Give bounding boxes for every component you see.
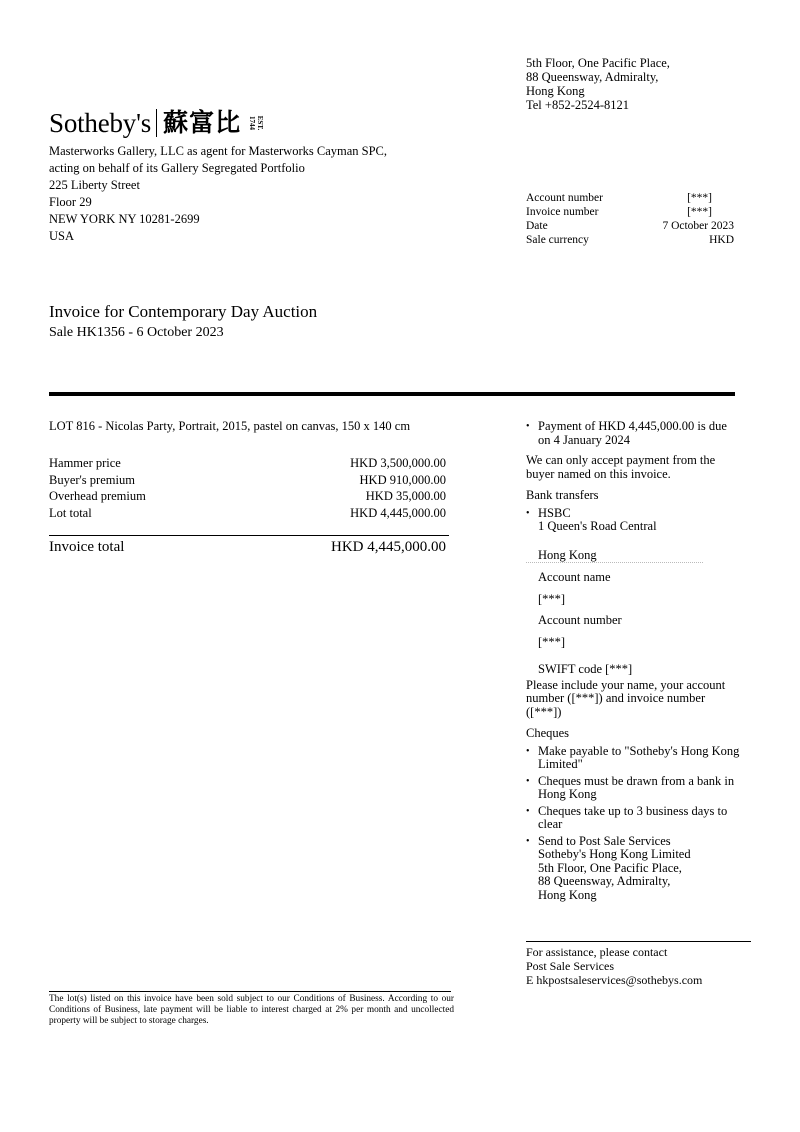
cheque-text: Cheques take up to 3 business days to clear	[538, 803, 728, 831]
charge-value: HKD 35,000.00	[365, 489, 446, 504]
cheque-text: Cheques must be drawn from a bank in Hong Kong	[538, 773, 735, 801]
payment-due-text: Payment of HKD 4,445,000.00 is due on 4 January 2024	[538, 419, 727, 447]
assistance-divider	[526, 941, 751, 942]
sale-currency-label: Sale currency	[526, 234, 589, 246]
seller-address-line3: Hong Kong	[526, 84, 585, 98]
conditions-footer: The lot(s) listed on this invoice have been sold subject to our Conditions of Business. According to our Conditions of Business, late payment will be liable to interest charged at 2% per month and uncollected property will be subject to storage charges.	[49, 994, 454, 1026]
invoice-total-value: HKD 4,445,000.00	[331, 539, 446, 555]
charge-label: Overhead premium	[49, 489, 146, 504]
account-details	[526, 191, 734, 247]
account-name-value: [***]	[538, 591, 566, 606]
account-number-label: Account number	[526, 192, 603, 204]
invoice-total	[49, 538, 446, 556]
assistance-line1: For assistance, please contact	[526, 945, 668, 959]
charge-label: Buyer's premium	[49, 472, 135, 487]
invoice-title: Invoice for Contemporary Day Auction	[49, 302, 318, 321]
send-to-line: 88 Queensway, Admiralty,	[538, 874, 671, 888]
footer-divider	[49, 991, 451, 992]
lot-title: LOT 816 - Nicolas Party, Portrait, 2015, pastel on canvas, 150 x 140 cm	[49, 419, 411, 433]
payment-instructions	[526, 420, 741, 905]
logo-divider	[156, 109, 157, 137]
bullet-icon: •	[526, 775, 530, 787]
assistance-email[interactable]: E hkpostsaleservices@sothebys.com	[526, 973, 703, 987]
cheques-heading: Cheques	[526, 726, 570, 740]
bank-transfers-heading: Bank transfers	[526, 488, 599, 502]
charge-value: HKD 910,000.00	[359, 472, 446, 487]
account-number-label-right: Account number	[538, 613, 622, 627]
sale-subtitle: Sale HK1356 - 6 October 2023	[49, 325, 224, 340]
buyer-address	[49, 143, 387, 245]
bullet-icon: •	[526, 835, 530, 847]
account-number-value-right: [***]	[538, 634, 566, 649]
assistance-line2: Post Sale Services	[526, 959, 614, 973]
account-number-row	[526, 191, 734, 205]
invoice-total-label: Invoice total	[49, 539, 125, 555]
seller-address-line1: 5th Floor, One Pacific Place,	[526, 56, 670, 70]
charge-row	[49, 488, 446, 505]
include-note: Please include your name, your account number ([***]) and invoice number ([***])	[526, 677, 726, 719]
assistance-block	[526, 945, 702, 987]
total-divider	[49, 535, 449, 536]
bullet-icon: •	[526, 745, 530, 757]
logo-chinese: 蘇富比	[163, 108, 242, 137]
payment-due-item	[526, 420, 741, 447]
seller-address	[526, 56, 670, 112]
bank-name: HSBC	[538, 505, 571, 520]
charge-label: Hammer price	[49, 456, 121, 470]
date-value: 7 October 2023	[662, 220, 734, 232]
account-name-label: Account name	[538, 570, 611, 584]
account-number-value: [***]	[687, 192, 712, 204]
charge-label: Lot total	[49, 506, 92, 521]
buyer-line: 225 Liberty Street	[49, 178, 140, 192]
bullet-icon: •	[526, 507, 530, 519]
buyer-line: Masterworks Gallery, LLC as agent for Masterworks Cayman SPC,	[49, 144, 388, 158]
invoice-number-value: [***]	[687, 206, 712, 218]
date-label: Date	[526, 220, 548, 232]
bank-item	[526, 507, 741, 534]
cheque-text: Make payable to "Sotheby's Hong Kong Limited"	[538, 743, 740, 771]
buyer-line: acting on behalf of its Gallery Segregated Portfolio	[49, 161, 305, 175]
bullet-icon: •	[526, 421, 530, 432]
send-to-label: Send to Post Sale Services	[538, 833, 671, 848]
logo-wordmark: Sotheby's	[49, 108, 152, 138]
send-to-line: Hong Kong	[538, 887, 597, 902]
charge-row	[49, 455, 446, 472]
charge-value: HKD 4,445,000.00	[350, 506, 446, 521]
sale-currency-value: HKD	[709, 234, 734, 246]
send-to-item	[526, 835, 741, 903]
invoice-number-row	[526, 205, 734, 219]
sothebys-logo	[49, 106, 267, 140]
charges-table	[49, 455, 446, 522]
invoice-number-label: Invoice number	[526, 206, 599, 218]
bank-address: 1 Queen's Road Central	[538, 519, 657, 533]
buyer-line: NEW YORK NY 10281-2699	[49, 212, 200, 226]
charge-value: HKD 3,500,000.00	[350, 456, 446, 470]
bullet-icon: •	[526, 805, 530, 817]
cheque-item	[526, 745, 741, 772]
send-to-line: Sotheby's Hong Kong Limited	[538, 847, 691, 861]
sale-currency-row	[526, 233, 734, 247]
seller-telephone: Tel +852-2524-8121	[526, 98, 630, 112]
send-to-line: 5th Floor, One Pacific Place,	[538, 860, 682, 875]
accept-note: We can only accept payment from the buyer named on this invoice.	[526, 453, 716, 481]
bank-city: Hong Kong	[526, 549, 703, 564]
charge-row	[49, 472, 446, 489]
buyer-line: Floor 29	[49, 195, 92, 209]
section-divider	[49, 392, 735, 396]
cheque-item	[526, 775, 741, 802]
swift-code: SWIFT code [***]	[538, 662, 633, 676]
buyer-line: USA	[49, 229, 75, 243]
seller-address-line2: 88 Queensway, Admiralty,	[526, 70, 659, 84]
logo-est: EST. 1744	[248, 115, 265, 131]
date-row	[526, 219, 734, 233]
charge-row	[49, 505, 446, 522]
cheque-item	[526, 805, 741, 832]
